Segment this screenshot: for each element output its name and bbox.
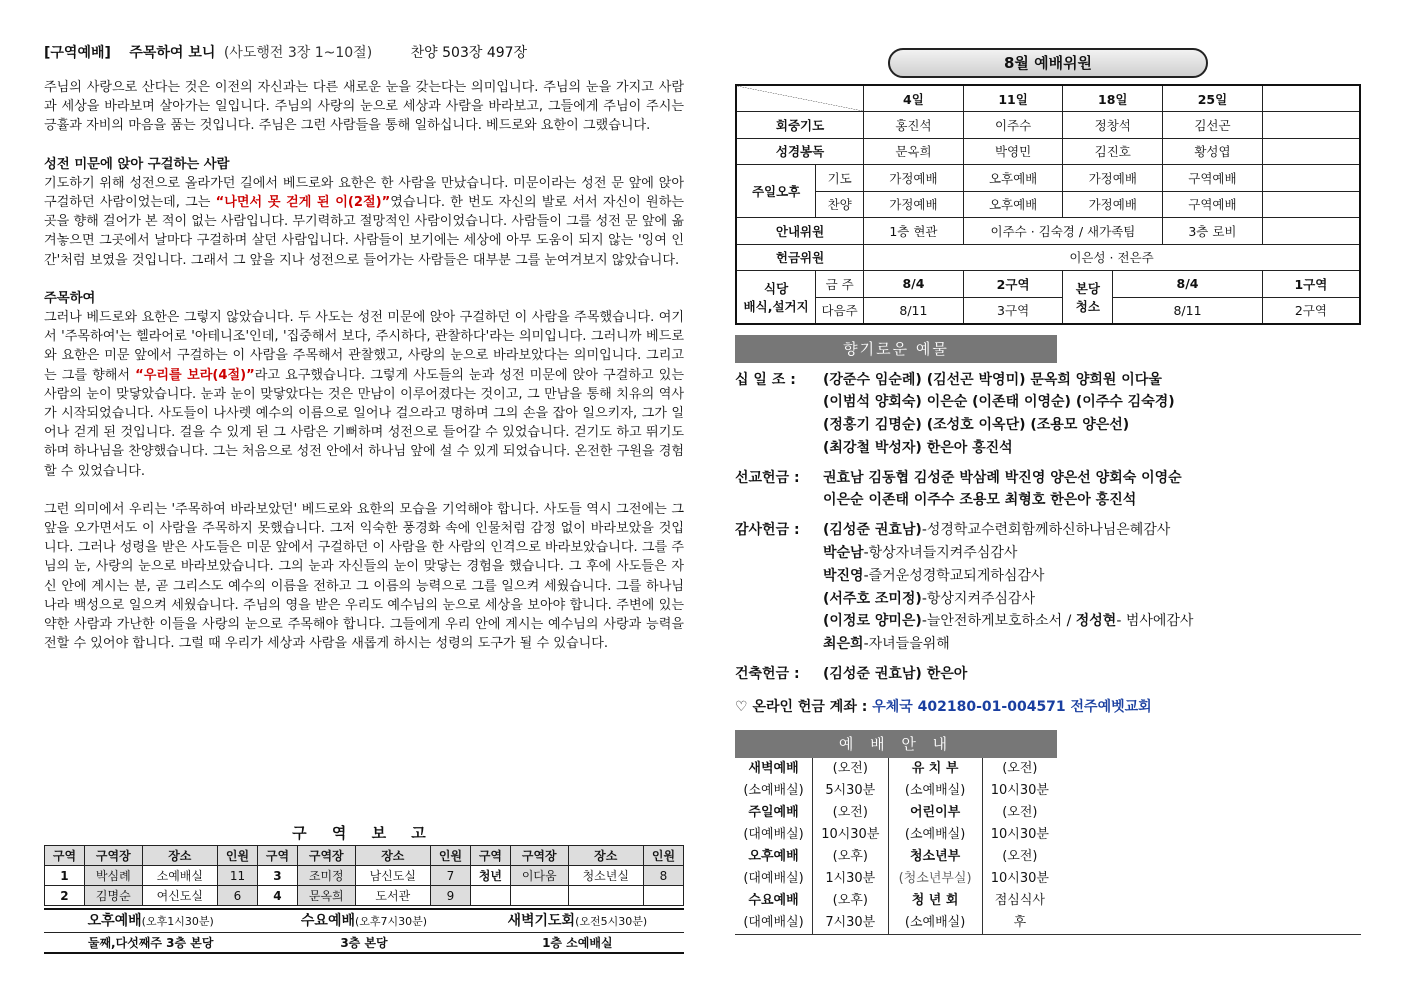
table-cell [510,886,568,906]
guide-cell: (오전) [982,802,1057,824]
clean-label-cell [1063,271,1113,324]
duty-cell: 오후예배 [963,191,1063,218]
duty-cell: 가정예배 [1063,165,1163,192]
thanks-memo: -늘안전하게보호하소서 / [921,613,1076,630]
guide-cell: 청소년부 [888,846,982,868]
col-header: 구역장 [84,846,142,866]
guide-cell: 수요예배 [748,892,799,908]
divider [735,934,1361,935]
service-time: (오전5시30분) [575,915,648,928]
duty-cell: 이은성 · 전은주 [864,244,1360,271]
sermon-section [44,42,684,672]
thanks-name: (이정로 양미은) [823,613,922,630]
guide-cell: 10시30분 [813,824,888,846]
sub-header: 찬양 [816,191,864,218]
table-cell: 청소년실 [568,866,643,886]
district-report [44,822,684,954]
guide-table [735,758,1057,934]
empty-cell [1262,165,1360,192]
duty-cell: 홍진석 [864,112,964,139]
service-time: (오후7시30분) [355,915,428,928]
section-paragraph-1 [44,174,684,270]
duty-cell: 황성엽 [1163,138,1263,165]
sermon-label: [구역예배] [44,45,111,61]
text-run: 라고 요구했습니다. 그렇게 사도들의 눈과 성전 미문에 앉아 구걸하고 있는 사람의 눈이 맞닿았습니다. 눈과 눈이 맞닿았다는 것은 만남이 이루어졌다는 것이고, 그 만남을 통해 치유의 역사가 시작되었습니다. 사도들이 나사렛 예수의 이름으로 일어나 걸으라고 명하며 그의 손을 잡아 일으키자, 그가 일어나 걷게 된 것입니다. 걸을 수 있게 된 그 사람은 기뻐하며 성전으로 들어갈 수 있었습니다. 걷기도 하고 뛰기도 하며 하나님을 찬양했습니다. 그는 처음으로 성전 안에서 하나님 앞에 설 수 있게 되었습니다. 온전한 구원을 경험할 수 있었습니다. [44,367,684,479]
thanks-name: (김성준 권효남) [823,522,922,539]
table-cell [470,886,510,906]
tithe-names: (이범석 양회숙) 이은순 (이존태 이영순) (이주수 김숙경) [823,394,1175,411]
tithe-names: (최강철 박성자) 한은아 홍진석 [823,439,1013,456]
duty-cell: 박영민 [963,138,1063,165]
thanks-memo: -항상지켜주심감사 [921,590,1036,607]
service-wednesday [257,910,470,932]
offering-title: 향기로운 예물 [735,335,1057,363]
guide-cell: 어린이부 [888,802,982,824]
row-header: 헌금위원 [736,244,864,271]
guide-cell: 10시30분 [982,868,1057,890]
service-dawn [471,910,684,932]
sermon-header [44,42,684,62]
thanks-name: 박진영 [823,567,864,584]
thanks-name: 정성현 [1075,613,1117,630]
online-label: 온라인 헌금 계좌 [752,698,857,715]
guide-cell: 7시30분 [813,912,888,934]
table-cell: 이다움 [510,866,568,886]
row-header: 회중기도 [736,112,864,139]
tithe-names: (강준수 임순례) (김선곤 박영미) 문옥희 양희원 이다울 [823,371,1162,388]
duty-cell: 1구역 [1262,271,1360,298]
duty-table [735,84,1361,325]
service-name: 오후예배 [87,913,142,929]
date-header: 4일 [864,85,964,112]
col-header: 장소 [568,846,643,866]
row-header: 성경봉독 [736,138,864,165]
worship-guide [735,730,1361,935]
date-header: 25일 [1163,85,1263,112]
online-separator: : [861,698,868,715]
col-header: 장소 [142,846,217,866]
sermon-title: 주목하여 보니 [129,45,216,61]
service-place: 1층 소예배실 [471,932,684,952]
guide-cell: 10시30분 [982,780,1057,802]
guide-cell: (대예배실) [743,914,804,930]
guide-cell: 오후예배 [748,848,799,864]
duty-cell: 가정예배 [864,165,964,192]
table-cell: 문옥희 [297,886,355,906]
duty-cell: 가정예배 [864,191,964,218]
guide-cell: 5시30분 [813,780,888,802]
table-row [45,866,684,886]
duty-cell: 2구역 [963,271,1063,298]
duty-cell: 8/11 [864,297,964,324]
guide-cell: (청소년부실) [888,868,982,890]
thanks-name: 최은희 [823,636,864,653]
duty-cell: 3층 로비 [1163,218,1263,245]
bank-account: 우체국 402180-01-004571 전주예벳교회 [872,698,1152,715]
guide-cell: (대예배실) [743,870,804,886]
thanks-name: (서주호 조미정) [823,590,922,607]
table-cell: 청년 [470,866,510,886]
col-header: 구역장 [510,846,568,866]
guide-cell: (오후) [813,846,888,868]
sub-header: 금 주 [816,271,864,298]
table-row [45,886,684,906]
guide-cell: (오전) [813,758,888,780]
closing-paragraph: 그런 의미에서 우리는 '주목하여 바라보았던' 베드로와 요한의 모습을 기억해야 합니다. 사도들 역시 그전에는 그 앞을 오가면서도 이 사람을 주목하지 못했습니다. 그저 익숙한 풍경화 속에 인물처럼 감정 없이 바라보았을 것입니다. 그러나 성령을 받은 사도들은 미문 앞에서 구걸하던 이 사람을 한 사람의 인격으로 바라보았습니다. 그를 주님의 눈, 사랑의 눈으로 바라보았습니다. 그의 눈과 자신들의 눈이 맞닿는 경험을 했습니다. 그 후에 사도들은 자신 안에 계시는 분, 곧 그리스도 예수의 이름을 전하고 그 이름의 능력으로 그를 일으켜 세웠습니다. 그를 하나님 나라 백성으로 일으켜 세웠습니다. 주님의 영을 받은 우리도 예수님의 눈으로 세상을 보아야 합니다. 주변에 있는 약한 사람과 가난한 이들을 사랑의 눈으로 주목해야 합니다. 그들에게 우리 안에 계시는 예수님의 사랑과 능력을 전할 수 있어야 합니다. 그럴 때 우리가 세상과 사람을 새롭게 하시는 성령의 도구가 될 수 있습니다. [44,501,684,652]
sub-header: 기도 [816,165,864,192]
duty-cell: 3구역 [963,297,1063,324]
guide-cell: (소예배실) [888,824,982,846]
duty-cell: 문옥희 [864,138,964,165]
meal-label: 식당 [764,280,789,296]
mission-names: 권효남 김동협 김성준 박삼례 박진영 양은선 양회숙 이영순 [823,469,1182,486]
highlight-quote: “우리를 보라(4절)” [135,367,255,383]
clean-label-sub: 청소 [1075,298,1100,314]
col-header: 장소 [355,846,430,866]
date-header: 18일 [1063,85,1163,112]
duty-cell: 구역예배 [1163,191,1263,218]
table-cell [643,886,683,906]
duty-cell: 8/11 [1113,297,1262,324]
duty-cell: 이주수 · 김숙경 / 새가족팀 [963,218,1162,245]
text-run: 였습니다. 한 번도 자신의 발로 서서 자신이 원하는 곳을 향해 걸어가 본 적이 없는 사람입니다. 무기력하고 절망적인 사람이었습니다. 사람들이 그를 성전 문 앞에 옮겨놓으면 그곳에서 날마다 구걸하며 살던 사람입니다. 사람들이 보기에는 세상에 아무 도움이 되지 않는 '잉여 인간'처럼 보였을 것입니다. 그래서 그 앞을 지나 성전으로 들어가는 사람들은 대부분 그를 눈여겨보지 않았습니다. [44,195,684,268]
mission-label: 선교헌금 : [735,469,800,486]
table-cell [568,886,643,906]
table-cell: 조미정 [297,866,355,886]
empty-cell [1262,112,1360,139]
service-time: (오후1시30분) [141,915,214,928]
service-times-row [44,908,684,932]
table-cell: 9 [430,886,470,906]
guide-cell: 1시30분 [813,868,888,890]
intro-paragraph: 주님의 사랑으로 산다는 것은 이전의 자신과는 다른 새로운 눈을 갖는다는 의미입니다. 주님의 눈을 가지고 사람과 세상을 바라보며 살아가는 일입니다. 주님의 사랑의 눈으로 세상과 사람을 바라보고, 그들에게 주님이 주시는 긍휼과 자비의 마음을 품는 것입니다. 주님은 그런 사람들을 통해 일하십니다. 베드로와 요한이 그랬습니다. [44,80,684,134]
table-cell: 2 [45,886,85,906]
building-names: (김성준 권효남) 한은아 [823,666,968,683]
table-cell: 남신도실 [355,866,430,886]
service-name: 수요예배 [300,913,355,929]
guide-cell: (오전) [982,846,1057,868]
duty-cell: 정창석 [1063,112,1163,139]
guide-cell: (오전) [813,802,888,824]
guide-cell: 주일예배 [748,804,799,820]
col-header: 구역 [257,846,297,866]
col-header: 인원 [218,846,258,866]
duty-cell: 김진호 [1063,138,1163,165]
highlight-quote: “나면서 못 걷게 된 이(2절)” [215,195,391,211]
clean-label: 본당 [1075,280,1100,296]
scripture-reference: (사도행전 3장 1~10절) [223,45,373,61]
meal-label-cell [736,271,816,324]
date-header: 11일 [963,85,1063,112]
service-name: 새벽기도회 [507,913,576,929]
table-cell: 3 [257,866,297,886]
col-header: 구역 [470,846,510,866]
thanks-memo: -자녀들을위해 [863,636,950,653]
duty-cell: 1층 현관 [864,218,964,245]
duty-cell: 8/4 [1113,271,1262,298]
offering-list [735,369,1361,686]
guide-cell: 후 [982,912,1057,934]
building-label: 건축헌금 : [735,666,800,683]
col-header: 구역 [45,846,85,866]
service-afternoon [44,910,257,932]
tithe-label: 십 일 조 : [735,371,796,388]
col-header: 구역장 [297,846,355,866]
table-cell: 1 [45,866,85,886]
guide-cell: (오전) [982,758,1057,780]
empty-cell [1262,85,1360,112]
thanks-memo: -성경학교수련회함께하신하나님은혜감사 [921,522,1171,539]
thanks-memo: -항상자녀들지켜주심감사 [863,545,1018,562]
duty-cell: 구역예배 [1163,165,1263,192]
table-cell: 7 [430,866,470,886]
duty-cell: 오후예배 [963,165,1063,192]
duty-cell: 8/4 [864,271,964,298]
bulletin-right [735,48,1361,935]
guide-cell: (소예배실) [888,780,982,802]
thanks-memo: -즐거운성경학교되게하심감사 [863,567,1045,584]
sub-header: 다음주 [816,297,864,324]
guide-cell: (오후) [813,890,888,912]
thanks-label: 감사헌금 : [735,522,800,539]
guide-cell: 새벽예배 [748,760,799,776]
row-header: 안내위원 [736,218,864,245]
district-report-title: 구 역 보 고 [292,824,436,842]
section-heading-1: 성전 미문에 앉아 구걸하는 사람 [44,156,230,172]
thanks-name: 박순남 [823,545,864,562]
guide-title: 예 배 안 내 [735,730,1057,758]
text-run: 기도하기 위해 성전으로 올라가던 길에서 베드로와 요한은 한 사람을 만났습니다. 미문이라는 성전 문 앞에 앉아 구걸하던 사람이었는데, 그는 [44,175,684,211]
duty-cell: 이주수 [963,112,1063,139]
heart-icon: ♡ [735,698,748,715]
col-header: 인원 [430,846,470,866]
duty-title: 8월 예배위원 [888,48,1208,78]
empty-cell [1262,191,1360,218]
duty-cell: 김선곤 [1163,112,1263,139]
table-cell: 김명순 [84,886,142,906]
guide-cell: 청 년 회 [888,890,982,912]
section-paragraph-2 [44,308,684,481]
table-cell: 6 [218,886,258,906]
guide-cell: (소예배실) [743,782,804,798]
empty-cell [1262,138,1360,165]
table-cell: 소예배실 [142,866,217,886]
table-cell: 여신도실 [142,886,217,906]
table-cell: 4 [257,886,297,906]
row-header: 주일오후 [736,165,816,218]
table-cell: 박심례 [84,866,142,886]
meal-label-sub: 배식,설거지 [743,298,809,314]
duty-cell: 2구역 [1262,297,1360,324]
corner-cell [736,85,864,112]
guide-cell: (소예배실) [888,912,982,934]
table-cell: 8 [643,866,683,886]
guide-cell: (대예배실) [743,826,804,842]
empty-cell [1262,218,1360,245]
guide-cell: 10시30분 [982,824,1057,846]
table-cell: 11 [218,866,258,886]
online-giving [735,696,1361,716]
guide-cell: 유 치 부 [888,758,982,780]
hymn-numbers: 찬양 503장 497장 [410,45,528,61]
district-table [44,845,684,906]
text-run: 그러나 베드로와 요한은 그렇지 않았습니다. 두 사도는 성전 미문에 앉아 구걸하던 이 사람을 주목했습니다. 여기서 '주목하여'는 헬라어로 '아테니조'인데, '집중해서 보다, 주시하다, 관찰하다'라는 의미입니다. 그러니까 베드로와 요한은 미문 앞에서 구걸하는 이 사람을 주목해서 관찰했고, 사랑의 눈으로 바라보았다는 의미입니다. 그리고는 그를 향해서 [44,310,684,383]
thanks-memo: - 범사에감사 [1116,613,1194,630]
table-cell: 도서관 [355,886,430,906]
section-heading-2: 주목하여 [44,290,96,306]
mission-names: 이은순 이존태 이주수 조용모 최형호 한은아 홍진석 [823,492,1137,509]
service-place: 3층 본당 [257,932,470,952]
duty-cell: 가정예배 [1063,191,1163,218]
tithe-names: (정홍기 김명순) (조성호 이옥단) (조용모 양은선) [823,417,1130,434]
col-header: 인원 [643,846,683,866]
guide-cell: 점심식사 [982,890,1057,912]
service-places-row [44,932,684,954]
service-place: 둘째,다섯째주 3층 본당 [44,932,257,952]
